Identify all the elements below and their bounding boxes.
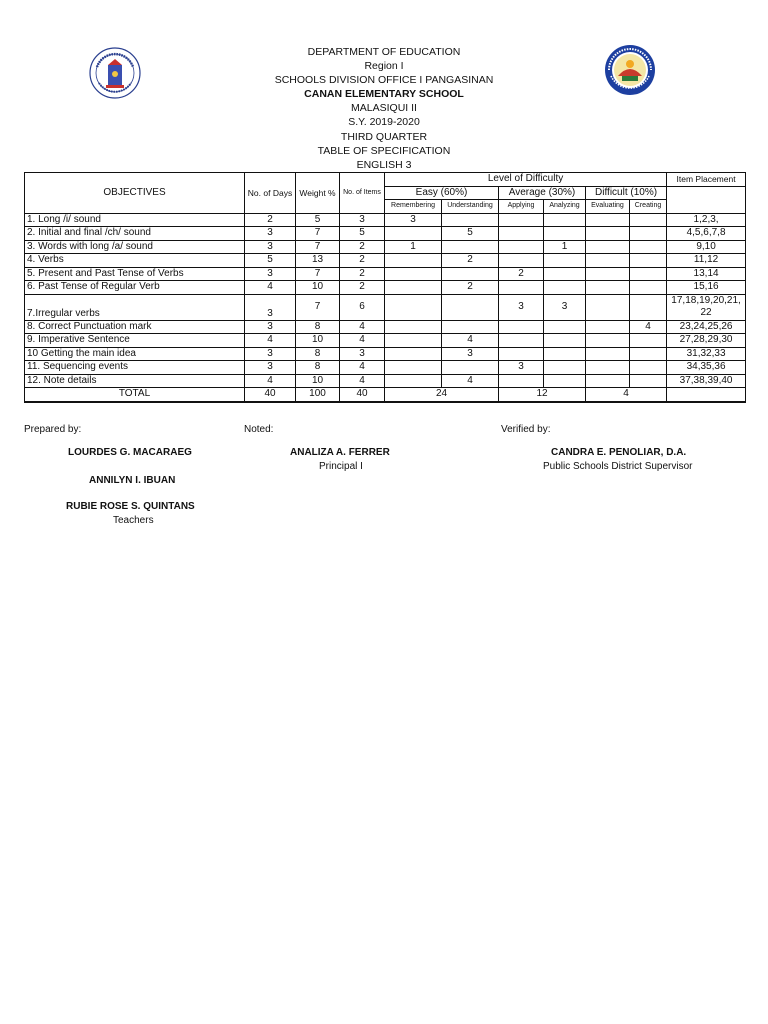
placement-cell: 1,2,3, — [667, 213, 746, 227]
placement-cell: 13,14 — [667, 267, 746, 281]
department-name: DEPARTMENT OF EDUCATION — [307, 46, 461, 58]
days-cell: 4 — [245, 334, 296, 348]
evaluating-cell — [586, 347, 630, 361]
objective-cell: 2. Initial and final /ch/ sound — [25, 227, 245, 241]
days-cell: 3 — [245, 320, 296, 334]
applying-cell — [499, 347, 544, 361]
applying-cell — [499, 240, 544, 254]
items-cell: 2 — [340, 267, 385, 281]
understanding-cell: 4 — [442, 334, 499, 348]
applying-cell — [499, 254, 544, 268]
analyzing-cell — [544, 254, 586, 268]
items-cell: 4 — [340, 334, 385, 348]
analyzing-cell — [544, 361, 586, 375]
understanding-header: Understanding — [442, 200, 499, 214]
creating-cell: 4 — [630, 320, 667, 334]
days-cell: 3 — [245, 361, 296, 375]
preparer-name-2: ANNILYN I. IBUAN — [89, 475, 176, 486]
creating-cell — [630, 361, 667, 375]
days-cell: 3 — [245, 240, 296, 254]
prepared-by-label: Prepared by: — [24, 424, 82, 435]
analyzing-cell — [544, 374, 586, 388]
items-header: No. of Items — [340, 173, 385, 214]
understanding-cell: 3 — [442, 347, 499, 361]
total-difficult: 4 — [586, 388, 667, 402]
remembering-cell — [385, 294, 442, 320]
specification-table — [24, 172, 746, 403]
days-header: No. of Days — [245, 173, 296, 214]
creating-cell — [630, 213, 667, 227]
days-cell: 3 — [245, 227, 296, 241]
remembering-cell — [385, 320, 442, 334]
objectives-header: OBJECTIVES — [25, 173, 245, 214]
items-cell: 3 — [340, 347, 385, 361]
items-cell: 5 — [340, 227, 385, 241]
evaluating-cell — [586, 361, 630, 375]
understanding-cell — [442, 240, 499, 254]
understanding-cell — [442, 361, 499, 375]
objective-cell: 3. Words with long /a/ sound — [25, 240, 245, 254]
weight-cell: 7 — [296, 294, 340, 320]
analyzing-cell: 1 — [544, 240, 586, 254]
items-cell: 2 — [340, 281, 385, 295]
average-header: Average (30%) — [499, 186, 586, 200]
total-label: TOTAL — [25, 388, 245, 402]
items-cell: 4 — [340, 374, 385, 388]
evaluating-cell — [586, 254, 630, 268]
table-row — [25, 213, 746, 227]
evaluating-cell — [586, 213, 630, 227]
weight-cell: 5 — [296, 213, 340, 227]
items-cell: 3 — [340, 213, 385, 227]
weight-cell: 7 — [296, 227, 340, 241]
table-row — [25, 267, 746, 281]
objective-cell: 10 Getting the main idea — [25, 347, 245, 361]
days-cell: 4 — [245, 374, 296, 388]
verifier-role: Public Schools District Supervisor — [543, 461, 693, 472]
understanding-cell: 2 — [442, 254, 499, 268]
analyzing-cell — [544, 320, 586, 334]
creating-cell — [630, 240, 667, 254]
table-row — [25, 361, 746, 375]
table-row — [25, 294, 746, 320]
total-placement-blank — [667, 388, 746, 402]
evaluating-cell — [586, 267, 630, 281]
remembering-cell: 1 — [385, 240, 442, 254]
remembering-cell — [385, 347, 442, 361]
days-cell: 3 — [245, 267, 296, 281]
days-cell: 5 — [245, 254, 296, 268]
applying-cell — [499, 334, 544, 348]
remembering-cell — [385, 254, 442, 268]
applying-cell — [499, 281, 544, 295]
weight-cell: 10 — [296, 334, 340, 348]
weight-cell: 7 — [296, 240, 340, 254]
table-row — [25, 227, 746, 241]
items-cell: 4 — [340, 320, 385, 334]
table-row — [25, 320, 746, 334]
placement-cell: 15,16 — [667, 281, 746, 295]
placement-cell: 17,18,19,20,21, 22 — [667, 294, 746, 320]
remembering-cell: 3 — [385, 213, 442, 227]
placement-cell: 4,5,6,7,8 — [667, 227, 746, 241]
applying-cell — [499, 374, 544, 388]
noter-role: Principal I — [319, 461, 363, 472]
table-row — [25, 347, 746, 361]
items-cell: 4 — [340, 361, 385, 375]
creating-cell — [630, 347, 667, 361]
weight-cell: 8 — [296, 320, 340, 334]
remembering-cell — [385, 267, 442, 281]
understanding-cell — [442, 213, 499, 227]
applying-cell: 2 — [499, 267, 544, 281]
level-of-difficulty-header: Level of Difficulty — [385, 173, 667, 187]
item-placement-blank — [667, 186, 746, 213]
difficult-header: Difficult (10%) — [586, 186, 667, 200]
creating-cell — [630, 334, 667, 348]
items-cell: 2 — [340, 240, 385, 254]
placement-cell: 27,28,29,30 — [667, 334, 746, 348]
placement-cell: 9,10 — [667, 240, 746, 254]
table-row — [25, 334, 746, 348]
quarter-label: THIRD QUARTER — [340, 130, 428, 143]
remembering-cell — [385, 227, 442, 241]
district-name: MALASIQUI II — [351, 102, 417, 115]
objective-cell: 5. Present and Past Tense of Verbs — [25, 267, 245, 281]
applying-cell: 3 — [499, 361, 544, 375]
objective-cell: 4. Verbs — [25, 254, 245, 268]
easy-header: Easy (60%) — [385, 186, 499, 200]
table-row — [25, 254, 746, 268]
total-easy: 24 — [385, 388, 499, 402]
applying-header: Applying — [499, 200, 544, 214]
days-cell: 3 — [245, 347, 296, 361]
evaluating-cell — [586, 334, 630, 348]
header-row-level — [25, 173, 746, 187]
school-year: S.Y. 2019-2020 — [348, 116, 420, 129]
total-days: 40 — [245, 388, 296, 402]
understanding-cell — [442, 320, 499, 334]
understanding-cell — [442, 294, 499, 320]
evaluating-header: Evaluating — [586, 200, 630, 214]
table-row — [25, 281, 746, 295]
creating-cell — [630, 227, 667, 241]
weight-cell: 10 — [296, 281, 340, 295]
verified-by-label: Verified by: — [501, 424, 551, 435]
weight-header: Weight % — [296, 173, 340, 214]
weight-cell: 13 — [296, 254, 340, 268]
total-row — [25, 388, 746, 402]
evaluating-cell — [586, 281, 630, 295]
verifier-name: CANDRA E. PENOLIAR, D.A. — [551, 447, 687, 458]
applying-cell — [499, 320, 544, 334]
objective-cell: 11. Sequencing events — [25, 361, 245, 375]
remembering-cell — [385, 334, 442, 348]
division-name: SCHOOLS DIVISION OFFICE I PANGASINAN — [274, 74, 494, 87]
days-cell: 2 — [245, 213, 296, 227]
school-name: CANAN ELEMENTARY SCHOOL — [304, 88, 464, 101]
analyzing-header: Analyzing — [544, 200, 586, 214]
remembering-header: Remembering — [385, 200, 442, 214]
creating-cell — [630, 281, 667, 295]
weight-cell: 8 — [296, 361, 340, 375]
preparer-name-3: RUBIE ROSE S. QUINTANS — [66, 501, 195, 512]
weight-cell: 8 — [296, 347, 340, 361]
placement-cell: 23,24,25,26 — [667, 320, 746, 334]
understanding-cell: 4 — [442, 374, 499, 388]
subject-label: ENGLISH 3 — [356, 158, 412, 171]
remembering-cell — [385, 361, 442, 375]
understanding-cell: 5 — [442, 227, 499, 241]
analyzing-cell: 3 — [544, 294, 586, 320]
placement-cell: 11,12 — [667, 254, 746, 268]
creating-header: Creating — [630, 200, 667, 214]
creating-cell — [630, 267, 667, 281]
weight-cell: 10 — [296, 374, 340, 388]
creating-cell — [630, 294, 667, 320]
preparer-role: Teachers — [113, 515, 154, 526]
placement-cell: 31,32,33 — [667, 347, 746, 361]
evaluating-cell — [586, 240, 630, 254]
weight-cell: 7 — [296, 267, 340, 281]
analyzing-cell — [544, 334, 586, 348]
evaluating-cell — [586, 294, 630, 320]
days-cell: 4 — [245, 281, 296, 295]
objective-cell: 1. Long /i/ sound — [25, 213, 245, 227]
item-placement-header: Item Placement — [667, 173, 746, 187]
total-weight: 100 — [296, 388, 340, 402]
document-title: TABLE OF SPECIFICATION — [317, 144, 451, 157]
region-name: Region I — [364, 60, 404, 73]
noted-label: Noted: — [244, 424, 274, 435]
total-items: 40 — [340, 388, 385, 402]
items-cell: 2 — [340, 254, 385, 268]
analyzing-cell — [544, 267, 586, 281]
analyzing-cell — [544, 213, 586, 227]
preparer-name-1: LOURDES G. MACARAEG — [68, 447, 192, 458]
objective-cell: 6. Past Tense of Regular Verb — [25, 281, 245, 295]
evaluating-cell — [586, 374, 630, 388]
evaluating-cell — [586, 320, 630, 334]
analyzing-cell — [544, 281, 586, 295]
analyzing-cell — [544, 347, 586, 361]
remembering-cell — [385, 281, 442, 295]
placement-cell: 34,35,36 — [667, 361, 746, 375]
remembering-cell — [385, 374, 442, 388]
table-row — [25, 374, 746, 388]
understanding-cell: 2 — [442, 281, 499, 295]
applying-cell: 3 — [499, 294, 544, 320]
total-average: 12 — [499, 388, 586, 402]
creating-cell — [630, 254, 667, 268]
placement-cell: 37,38,39,40 — [667, 374, 746, 388]
objective-cell: 9. Imperative Sentence — [25, 334, 245, 348]
objective-cell: 8. Correct Punctuation mark — [25, 320, 245, 334]
evaluating-cell — [586, 227, 630, 241]
noter-name: ANALIZA A. FERRER — [290, 447, 390, 458]
creating-cell — [630, 374, 667, 388]
analyzing-cell — [544, 227, 586, 241]
understanding-cell — [442, 267, 499, 281]
items-cell: 6 — [340, 294, 385, 320]
table-row — [25, 240, 746, 254]
applying-cell — [499, 227, 544, 241]
days-cell: 3 — [245, 294, 296, 320]
objective-cell: 7.Irregular verbs — [25, 294, 245, 320]
applying-cell — [499, 213, 544, 227]
document-header — [0, 45, 768, 172]
objective-cell: 12. Note details — [25, 374, 245, 388]
